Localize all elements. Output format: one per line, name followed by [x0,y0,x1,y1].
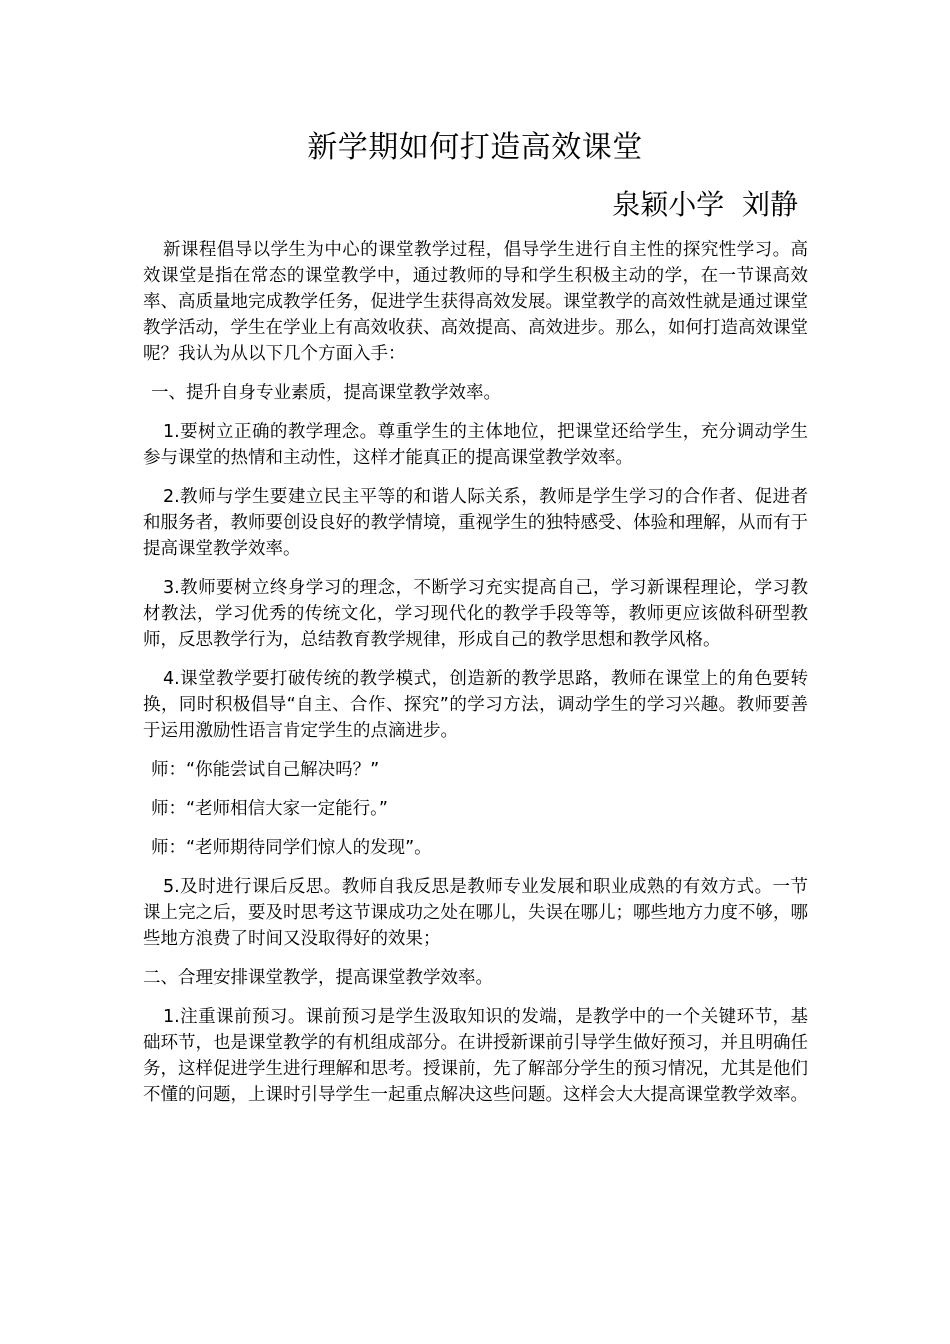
intro-paragraph: 新课程倡导以学生为中心的课堂教学过程，倡导学生进行自主性的探究性学习。高效课堂是指在常态的课堂教学中，通过教师的导和学生积极主动的学，在一节课高效率、高质量地完成教学任务，促进学生获得高效发展。课堂教学的高效性就是通过课堂教学活动，学生在学业上有高效收获、高效提高、高效进步。那么，如何打造高效课堂呢？我认为从以下几个方面入手： [143,240,808,364]
document-body [143,237,808,1121]
paragraph-1-4: 4.课堂教学要打破传统的教学模式，创造新的教学思路，教师在课堂上的角色要转换，同时积极倡导“自主、合作、探究”的学习方法，调动学生的学习兴趣。教师要善于运用激励性语言肯定学生的点滴进步。 [143,669,808,741]
document-title: 新学期如何打造高效课堂 [307,130,643,165]
paragraph-1-3: 3.教师要树立终身学习的理念，不断学习充实提高自己，学习新课程理论，学习教材教法，学习优秀的传统文化，学习现代化的教学手段等等，教师更应该做科研型教师，反思教学行为，总结教育教学规律，形成自己的教学思想和教学风格。 [143,578,808,650]
teacher-quote-2: 师：“老师相信大家一定能行。” [151,799,388,819]
teacher-quote-1: 师：“你能尝试自己解决吗？” [151,760,380,780]
paragraph-2-1: 1.注重课前预习。课前预习是学生汲取知识的发端，是教学中的一个关键环节，基础环节，也是课堂教学的有机组成部分。在讲授新课前引导学生做好预习，并且明确任务，这样促进学生进行理解和思考。授课前，先了解部分学生的预习情况，尤其是他们不懂的问题，上课时引导学生一起重点解决这些问题。这样会大大提高课堂教学效率。 [143,1007,808,1105]
paragraph-1-2: 2.教师与学生要建立民主平等的和谐人际关系，教师是学生学习的合作者、促进者和服务者，教师要创设良好的教学情境，重视学生的独特感受、体验和理解，从而有于提高课堂教学效率。 [143,487,808,559]
paragraph-1-5: 5.及时进行课后反思。教师自我反思是教师专业发展和职业成熟的有效方式。一节课上完之后，要及时思考这节课成功之处在哪儿，失误在哪儿；哪些地方力度不够，哪些地方浪费了时间又没取得好的效果； [143,877,808,949]
teacher-quote-3: 师：“老师期待同学们惊人的发现”。 [151,838,432,858]
section-heading-1: 一、提升自身专业素质，提高课堂教学效率。 [151,383,501,403]
paragraph-1-1: 1.要树立正确的教学理念。尊重学生的主体地位，把课堂还给学生，充分调动学生参与课堂的热情和主动性，这样才能真正的提高课堂教学效率。 [143,422,808,468]
section-heading-2: 二、合理安排课堂教学，提高课堂教学效率。 [143,968,493,988]
document-author: 泉颖小学 刘静 [612,188,798,221]
